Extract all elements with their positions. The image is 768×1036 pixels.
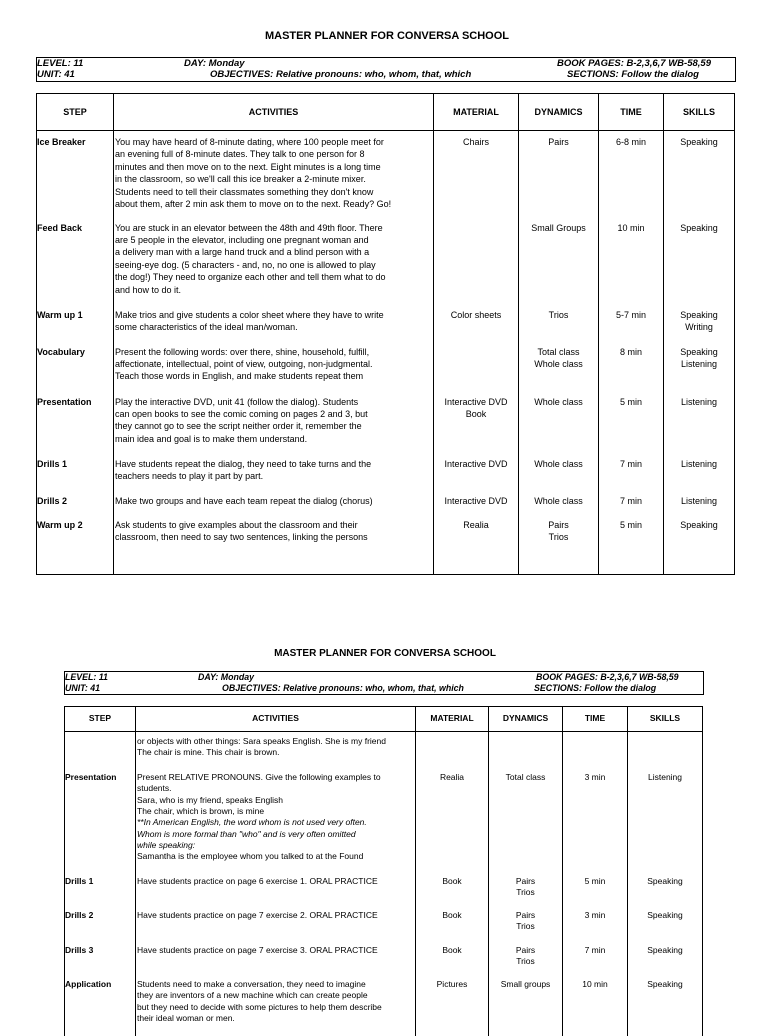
material-line: Book <box>442 944 462 955</box>
skills-line: Listening <box>680 458 718 469</box>
dynamics-line: Pairs <box>548 519 569 530</box>
skills-line: Speaking <box>647 944 683 955</box>
step-cell: Presentation <box>37 396 92 407</box>
skills-line: Listening <box>647 772 683 783</box>
step-cell: Drills 1 <box>37 458 68 469</box>
skills-line: Speaking <box>647 979 683 990</box>
dynamics-line: Pairs <box>515 875 536 886</box>
activity-line: The chair is mine. This chair is brown. <box>137 747 280 758</box>
time-cell: 6-8 min <box>599 131 664 217</box>
dynamics-line: Whole class <box>534 458 583 469</box>
skills-cell <box>664 217 735 304</box>
material-cell <box>416 872 489 907</box>
activity-line: Make trios and give students a color sheet where they have to write <box>115 309 384 320</box>
skills-cell <box>664 514 735 575</box>
column-header-step: STEP <box>37 94 114 131</box>
dynamics-line: Whole class <box>534 358 583 369</box>
activities-cell <box>114 453 434 490</box>
column-header-dynamics: DYNAMICS <box>519 94 599 131</box>
table-row <box>65 906 703 941</box>
time-cell: 7 min <box>563 941 628 976</box>
skills-line: Speaking <box>680 309 718 320</box>
page-title: MASTER PLANNER FOR CONVERSA SCHOOL <box>264 30 510 42</box>
level-label: LEVEL: 11 <box>65 672 108 682</box>
activity-line: minutes and then move on to the next. Eight minutes is a long time <box>115 161 381 172</box>
skills-line: Listening <box>680 396 718 407</box>
column-header-time: TIME <box>599 94 664 131</box>
dynamics-cell <box>489 906 563 941</box>
activity-line: they are inventors of a new machine which can create people <box>137 990 368 1001</box>
activities-cell <box>114 131 434 217</box>
activity-line: about them, after 2 min ask them to move on to the next. Ready? Go! <box>115 199 392 210</box>
material-cell <box>434 453 519 490</box>
skills-line: Writing <box>685 321 713 332</box>
objectives-label: OBJECTIVES: Relative pronouns: who, whom, that, which <box>210 69 472 80</box>
activities-cell <box>136 768 416 872</box>
activity-line: **In American English, the word whom is not used very often. <box>137 817 367 828</box>
activity-line: they cannot go to see the script neither order it, remember the <box>115 421 362 432</box>
table-row <box>37 341 735 391</box>
table-row <box>37 514 735 575</box>
dynamics-cell <box>519 304 599 341</box>
skills-cell <box>628 906 703 941</box>
material-line: Realia <box>463 519 489 530</box>
dynamics-line: Total class <box>537 346 580 357</box>
time-cell: 3 min <box>563 768 628 872</box>
column-header-dynamics: DYNAMICS <box>489 707 563 732</box>
material-line: Interactive DVD <box>444 396 508 407</box>
unit-label: UNIT: 41 <box>65 683 101 693</box>
step-cell: Feed Back <box>37 222 83 233</box>
material-cell <box>434 131 519 217</box>
step-cell: Warm up 1 <box>37 309 83 320</box>
activity-line: and how to do it. <box>115 284 182 295</box>
table-row <box>37 490 735 514</box>
dynamics-cell <box>519 514 599 575</box>
header-box <box>36 57 736 82</box>
time-cell: 10 min <box>563 975 628 1036</box>
activities-cell <box>136 975 416 1036</box>
activity-line: an evening full of 8-minute dates. They talk to one person for 8 <box>115 149 365 160</box>
level-label: LEVEL: 11 <box>37 58 84 69</box>
activity-line: Ask students to give examples about the classroom and their <box>115 519 358 530</box>
step-cell: Drills 2 <box>37 495 68 506</box>
header-box <box>64 671 704 695</box>
material-cell <box>416 732 489 769</box>
dynamics-line: Whole class <box>534 495 583 506</box>
activity-line: Sara, who is my friend, speaks English <box>137 794 283 805</box>
skills-cell <box>628 732 703 769</box>
dynamics-line: Whole class <box>534 396 583 407</box>
activity-line: but they need to decide with some pictures to help them describe <box>137 1001 382 1012</box>
column-header-activities: ACTIVITIES <box>114 94 434 131</box>
dynamics-line: Small groups <box>500 979 551 990</box>
skills-line: Speaking <box>647 910 683 921</box>
dynamics-line: Trios <box>516 886 535 897</box>
activity-line: Teach those words in English, and make students repeat them <box>115 371 364 382</box>
activity-line: Samantha is the employee whom you talked to at the Found <box>137 851 364 862</box>
dynamics-line: Pairs <box>515 944 536 955</box>
activities-cell <box>114 304 434 341</box>
day-label: DAY: Monday <box>198 672 255 682</box>
dynamics-cell <box>519 391 599 453</box>
activity-line: teachers needs to play it part by part. <box>115 470 264 481</box>
activity-line: are 5 people in the elevator, including one pregnant woman and <box>115 234 369 245</box>
activity-line: Students need to tell their classmates something they don't know <box>115 186 374 197</box>
sections-label: SECTIONS: Follow the dialog <box>567 69 699 80</box>
skills-cell <box>628 768 703 872</box>
step-cell: Drills 2 <box>65 910 94 921</box>
column-header-material: MATERIAL <box>434 94 519 131</box>
activity-line: classroom, then need to say two sentences, linking the persons <box>115 531 368 542</box>
material-cell <box>434 490 519 514</box>
material-cell <box>434 391 519 453</box>
material-line: Book <box>442 910 462 921</box>
dynamics-cell <box>519 490 599 514</box>
material-cell <box>416 906 489 941</box>
material-cell <box>434 217 519 304</box>
skills-line: Speaking <box>680 222 718 233</box>
planner-table <box>64 706 703 1036</box>
time-cell: 10 min <box>599 217 664 304</box>
step-cell <box>65 732 136 769</box>
table-row <box>37 391 735 453</box>
skills-cell <box>664 304 735 341</box>
material-cell <box>416 975 489 1036</box>
activity-line: Have students practice on page 6 exercise 1. ORAL PRACTICE <box>137 875 378 886</box>
table-row <box>37 304 735 341</box>
skills-cell <box>664 341 735 391</box>
activity-line: while speaking: <box>137 839 196 850</box>
dynamics-cell <box>489 732 563 769</box>
unit-label: UNIT: 41 <box>37 69 75 80</box>
dynamics-cell <box>489 768 563 872</box>
column-header-material: MATERIAL <box>416 707 489 732</box>
dynamics-cell <box>519 131 599 217</box>
dynamics-line: Pairs <box>515 910 536 921</box>
activity-line: seeing-eye dog. (5 characters - and, no, no one is allowed to play <box>115 259 376 270</box>
dynamics-cell <box>489 975 563 1036</box>
activity-line: in the classroom, so we'll call this ice breaker a 2-minute mixer. <box>115 174 366 185</box>
activities-cell <box>114 217 434 304</box>
dynamics-line: Trios <box>548 531 569 542</box>
skills-cell <box>664 131 735 217</box>
activity-line: affectionate, intellectual, point of view, outgoing, non-judgmental. <box>115 358 373 369</box>
step-cell: Ice Breaker <box>37 137 86 147</box>
table-row <box>65 941 703 976</box>
activity-line: You may have heard of 8-minute dating, where 100 people meet for <box>115 137 384 147</box>
time-cell: 5-7 min <box>599 304 664 341</box>
step-cell: Vocabulary <box>37 346 85 357</box>
day-label: DAY: Monday <box>184 58 245 69</box>
skills-cell <box>628 872 703 907</box>
step-cell: Drills 3 <box>65 944 94 955</box>
dynamics-line: Trios <box>548 309 569 320</box>
time-cell <box>563 732 628 769</box>
table-row <box>65 872 703 907</box>
time-cell: 3 min <box>563 906 628 941</box>
activity-line: students. <box>137 783 172 794</box>
objectives-label: OBJECTIVES: Relative pronouns: who, whom, that, which <box>222 683 464 693</box>
skills-cell <box>664 490 735 514</box>
material-cell <box>434 341 519 391</box>
activities-cell <box>114 341 434 391</box>
material-cell <box>416 941 489 976</box>
table-row <box>65 732 703 769</box>
sections-label: SECTIONS: Follow the dialog <box>534 683 657 693</box>
planner-table <box>36 93 735 575</box>
activity-line: You are stuck in an elevator between the 48th and 49th floor. There <box>115 222 383 233</box>
skills-line: Speaking <box>680 519 718 530</box>
table-row <box>65 975 703 1036</box>
activity-line: the dog!) They need to organize each other and tell them what to do <box>115 272 386 283</box>
book-pages-label: BOOK PAGES: B-2,3,6,7 WB-58,59 <box>557 58 711 69</box>
material-line: Interactive DVD <box>444 458 508 469</box>
time-cell: 5 min <box>599 391 664 453</box>
activity-line: main idea and goal is to make them understand. <box>115 433 308 444</box>
dynamics-cell <box>489 941 563 976</box>
dynamics-line: Small Groups <box>531 222 586 233</box>
column-header-activities: ACTIVITIES <box>136 707 416 732</box>
step-cell: Drills 1 <box>65 875 94 886</box>
activities-cell <box>136 732 416 769</box>
activity-line: Present RELATIVE PRONOUNS. Give the following examples to <box>137 772 381 783</box>
material-line: Interactive DVD <box>444 495 508 506</box>
activity-line: their ideal woman or men. <box>137 1012 235 1023</box>
column-header-skills: SKILLS <box>628 707 703 732</box>
activities-cell <box>136 906 416 941</box>
skills-line: Listening <box>680 358 718 369</box>
column-header-skills: SKILLS <box>664 94 735 131</box>
column-header-time: TIME <box>563 707 628 732</box>
skills-line: Listening <box>680 495 718 506</box>
activities-cell <box>114 514 434 575</box>
step-cell: Warm up 2 <box>37 519 83 530</box>
activity-line: Students need to make a conversation, they need to imagine <box>137 979 366 990</box>
material-line: Book <box>465 408 487 419</box>
time-cell: 8 min <box>599 341 664 391</box>
time-cell: 5 min <box>599 514 664 575</box>
dynamics-line: Pairs <box>548 137 569 147</box>
skills-cell <box>664 453 735 490</box>
time-cell: 7 min <box>599 490 664 514</box>
time-cell: 7 min <box>599 453 664 490</box>
skills-cell <box>628 975 703 1036</box>
activity-line: Have students practice on page 7 exercise 3. ORAL PRACTICE <box>137 944 378 955</box>
activity-line: The chair, which is brown, is mine <box>137 805 265 816</box>
table-row <box>37 131 735 217</box>
activity-line: Whom is more formal than "who" and is very often omitted <box>137 828 356 839</box>
material-line: Realia <box>439 772 465 783</box>
activity-line: Play the interactive DVD, unit 41 (follow the dialog). Students <box>115 396 359 407</box>
activity-line: Have students practice on page 7 exercise 2. ORAL PRACTICE <box>137 910 378 921</box>
activity-line: a delivery man with a large hand truck and a blind person with a <box>115 247 370 258</box>
skills-line: Speaking <box>647 875 683 886</box>
column-header-step: STEP <box>65 707 136 732</box>
dynamics-line: Trios <box>516 955 535 966</box>
dynamics-line: Total class <box>505 772 546 783</box>
activities-cell <box>114 490 434 514</box>
material-cell <box>434 514 519 575</box>
dynamics-cell <box>489 872 563 907</box>
activity-line: Present the following words: over there, shine, household, fulfill, <box>115 346 370 357</box>
skills-cell <box>628 941 703 976</box>
activity-line: can open books to see the comic coming on pages 2 and 3, but <box>115 408 368 419</box>
activity-line: Make two groups and have each team repeat the dialog (chorus) <box>115 495 373 506</box>
dynamics-cell <box>519 217 599 304</box>
table-row <box>37 453 735 490</box>
dynamics-cell <box>519 453 599 490</box>
activity-line: Have students repeat the dialog, they need to take turns and the <box>115 458 372 469</box>
table-row <box>65 768 703 872</box>
activities-cell <box>136 941 416 976</box>
skills-line: Speaking <box>680 137 718 147</box>
activity-line: some characteristics of the ideal man/woman. <box>115 321 298 332</box>
material-cell <box>416 768 489 872</box>
material-cell <box>434 304 519 341</box>
step-cell: Presentation <box>65 772 117 783</box>
skills-cell <box>664 391 735 453</box>
skills-line: Speaking <box>680 346 718 357</box>
activities-cell <box>136 872 416 907</box>
table-row <box>37 217 735 304</box>
page-title: MASTER PLANNER FOR CONVERSA SCHOOL <box>274 648 496 659</box>
material-line: Color sheets <box>450 309 502 320</box>
material-line: Pictures <box>436 979 468 990</box>
time-cell: 5 min <box>563 872 628 907</box>
dynamics-cell <box>519 341 599 391</box>
dynamics-line: Trios <box>516 921 535 932</box>
material-line: Chairs <box>462 137 489 147</box>
material-line: Book <box>442 875 462 886</box>
activities-cell <box>114 391 434 453</box>
activity-line: or objects with other things: Sara speaks English. She is my friend <box>137 736 386 746</box>
book-pages-label: BOOK PAGES: B-2,3,6,7 WB-58,59 <box>536 672 679 682</box>
step-cell: Application <box>65 979 112 990</box>
